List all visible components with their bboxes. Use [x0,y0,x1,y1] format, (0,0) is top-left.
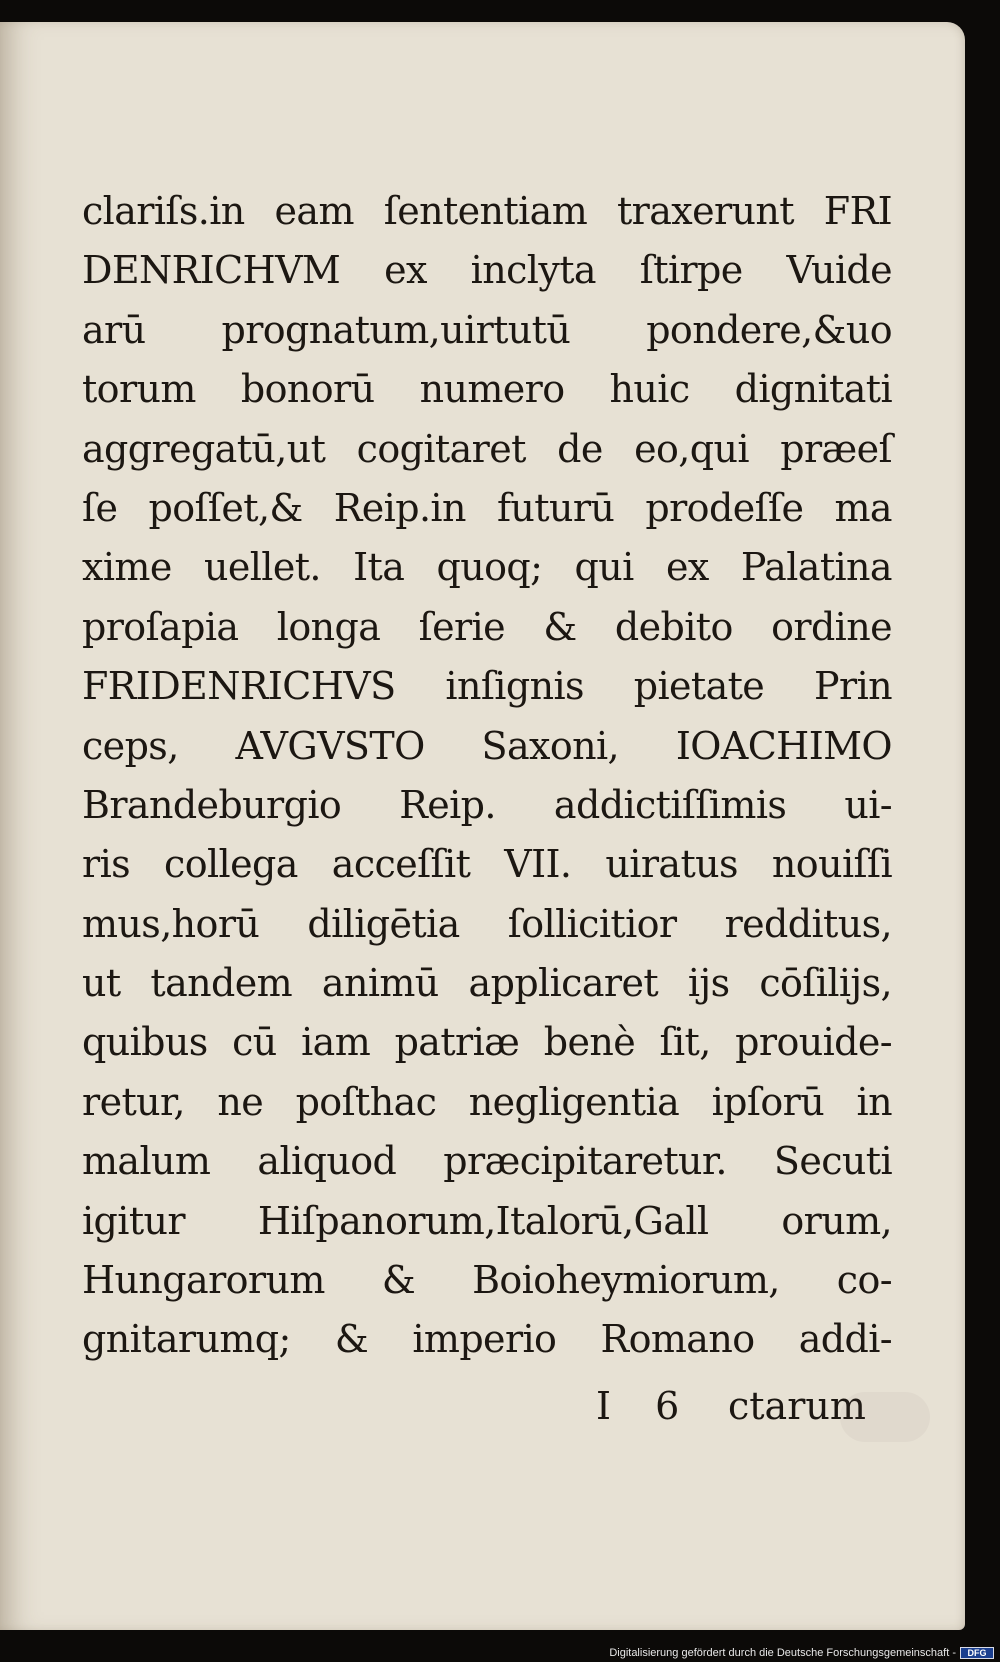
text-line: mus,horū diligētia ſollicitior redditus, [82,901,892,946]
text-line: clariſs.in eam ſententiam traxerunt FRI [82,189,892,233]
text-line: malum aliquod præcipitaretur. Secuti [82,1139,892,1184]
text-line: torum bonorū numero huic dignitati [82,367,892,412]
dfg-logo: DFG [960,1647,994,1659]
signature-mark [596,1376,702,1436]
text-line: aggregatū,ut cogitaret de eo,qui præeſ [82,426,892,471]
text-line: ris collega acceſſit VII. uiratus nouiſſi [82,842,892,887]
text-line: Hungarorum & Boioheymiorum, co- [82,1258,892,1303]
text-line: FRIDENRICHVS inſignis pietate Prin [82,664,892,709]
text-line: igitur Hiſpanorum,Italorū,Gall orum, [82,1198,892,1243]
book-page [0,22,965,1630]
text-line: ceps, AVGVSTO Saxoni, IOACHIMO [82,723,892,768]
text-line: gnitarumq; & imperio Romano addi- [82,1317,892,1362]
text-line: Brandeburgio Reip. addictiſſimis ui- [82,782,892,827]
catchword: ctarum [728,1384,866,1428]
text-line: proſapia longa ſerie & debito ordine [82,604,892,649]
text-line: quibus cū iam patriæ benè ſit, prouide- [82,1020,892,1065]
digitization-credit: Digitalisierung gefördert durch die Deutsche Forschungsgemeinschaft - [609,1647,956,1659]
text-line: retur, ne poſthac negligentia ipſorū in [82,1079,892,1124]
page-text-block [82,182,892,1370]
text-line: ut tandem animū applicaret ijs cōſilijs, [82,961,892,1006]
signature-mark-text: I 6 [596,1384,696,1428]
text-line: xime uellet. Ita quoq; qui ex Palatina [82,545,892,590]
text-line: ſe poſſet,& Reip.in futurū prodeſſe ma [82,485,892,530]
text-line: DENRICHVM ex inclyta ſtirpe Vuide [82,248,892,293]
text-line: arū prognatum,uirtutū pondere,&uo [82,307,892,352]
